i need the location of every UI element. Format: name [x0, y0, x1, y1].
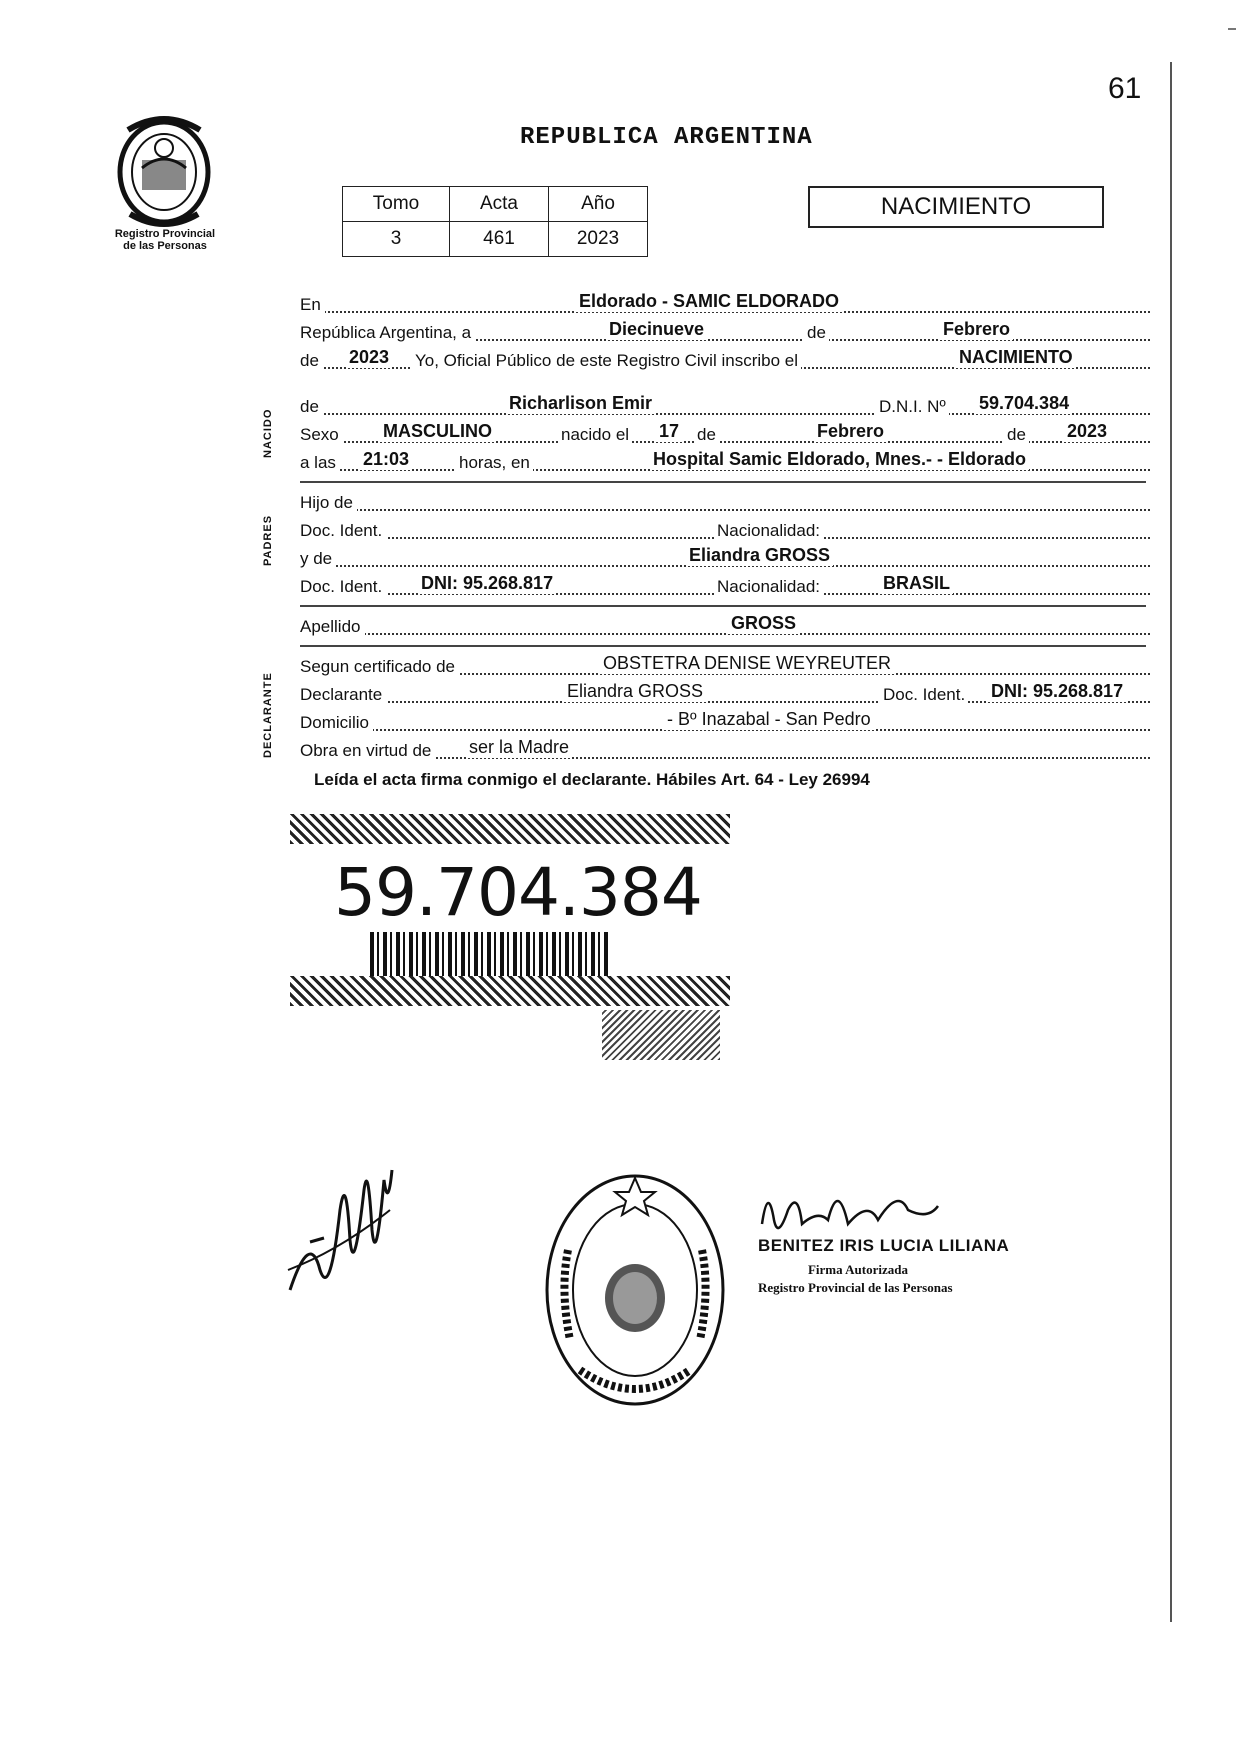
hora-value: 21:03 [360, 449, 412, 470]
madre-nacionalidad-value: BRASIL [880, 573, 953, 594]
declarante-value: Eliandra GROSS [564, 681, 706, 702]
id-number-block [290, 814, 730, 1048]
page-edge-rule [1170, 62, 1172, 1622]
certificado-label: Segun certificado de [300, 657, 459, 677]
sexo-value: MASCULINO [380, 421, 495, 442]
day-value: Diecinueve [606, 319, 707, 340]
birth-year-value: 2023 [1064, 421, 1110, 442]
official-seal-icon [540, 1170, 730, 1410]
line-en [300, 290, 1150, 318]
birth-month-value: Febrero [814, 421, 887, 442]
footer-note: Leída el acta firma conmigo el declarante. Hábiles Art. 64 - Ley 26994 [314, 770, 870, 789]
nacido-de-label: de [300, 397, 323, 417]
line-madre [300, 544, 1150, 572]
line-hijo [300, 488, 1150, 516]
official-title: Firma Autorizada [807, 1262, 908, 1277]
emblem-caption: Registro Provincial de las Personas [114, 228, 216, 252]
official-signature-block [758, 1180, 1018, 1296]
declarante-doc-label: Doc. Ident. [880, 685, 968, 705]
section-divider [300, 481, 1146, 483]
obra-value: ser la Madre [466, 737, 572, 758]
line-madre-doc [300, 572, 1150, 600]
madre-nacionalidad-label: Nacionalidad: [714, 577, 823, 597]
horas-label: horas, en [456, 453, 533, 473]
acta-value: 461 [450, 222, 549, 257]
certificado-value: OBSTETRA DENISE WEYREUTER [600, 653, 894, 674]
month-value: Febrero [940, 319, 1013, 340]
table-header-acta: Acta [450, 187, 549, 222]
child-name-value: Richarlison Emir [506, 393, 655, 414]
padre-nacionalidad-label: Nacionalidad: [714, 521, 823, 541]
sexo-label: Sexo [300, 425, 343, 445]
table-header-ano: Año [549, 187, 648, 222]
official-name: BENITEZ IRIS LUCIA LILIANA [758, 1236, 1010, 1255]
line-nacido-name [300, 392, 1150, 420]
section-divider [300, 645, 1146, 647]
table-header-tomo: Tomo [343, 187, 450, 222]
madre-value: Eliandra GROSS [686, 545, 833, 566]
security-stamp-icon [602, 1010, 720, 1060]
document-title: REPUBLICA ARGENTINA [520, 124, 813, 151]
birth-de-label-2: de [1004, 425, 1029, 445]
hijo-label: Hijo de [300, 493, 357, 513]
line-inscribe: de 2023 Yo, Oficial Público de este Registro Civil inscribo el NACIMIENTO [300, 346, 1150, 374]
official-signature-icon [758, 1180, 958, 1244]
place-value: Hospital Samic Eldorado, Mnes.- - Eldorado [650, 449, 1029, 470]
line-certificado [300, 652, 1150, 680]
dni-label: D.N.I. Nº [876, 397, 949, 417]
en-value: Eldorado - SAMIC ELDORADO [576, 291, 842, 312]
republica-label: República Argentina, a [300, 323, 475, 343]
table-header-row [343, 187, 648, 222]
barcode-icon [370, 932, 608, 978]
section-label-padres: PADRES [262, 514, 274, 566]
declarante-label: Declarante [300, 685, 386, 705]
ano-value: 2023 [549, 222, 648, 257]
birth-de-label: de [694, 425, 719, 445]
registrar-signature-icon [280, 1150, 430, 1300]
y-de-label: y de [300, 549, 336, 569]
inscribe-text: Yo, Oficial Público de este Registro Civil inscribo el [412, 351, 801, 371]
hora-label: a las [300, 453, 340, 473]
apellido-label: Apellido [300, 617, 365, 637]
registry-table [342, 186, 648, 257]
nacido-label: nacido el [558, 425, 632, 445]
table-row [343, 222, 648, 257]
apellido-value: GROSS [728, 613, 799, 634]
obra-label: Obra en virtud de [300, 741, 435, 761]
year-value: 2023 [346, 347, 392, 368]
line-obra [300, 736, 1150, 764]
declarante-doc-value: DNI: 95.268.817 [988, 681, 1126, 702]
line-republica [300, 318, 1150, 346]
line-domicilio [300, 708, 1150, 736]
dni-value: 59.704.384 [976, 393, 1072, 414]
domicilio-label: Domicilio [300, 713, 373, 733]
line-apellido [300, 612, 1150, 640]
madre-doc-label: Doc. Ident. [300, 577, 386, 597]
domicilio-value: - Bº Inazabal - San Pedro [664, 709, 874, 730]
padre-doc-label: Doc. Ident. [300, 521, 386, 541]
line-sexo [300, 420, 1150, 448]
en-label: En [300, 295, 325, 315]
section-label-declarante: DECLARANTE [262, 672, 274, 758]
corner-mark [1228, 28, 1236, 30]
official-office: Registro Provincial de las Personas [758, 1280, 953, 1295]
inscribe-value: NACIMIENTO [956, 347, 1076, 368]
tomo-value: 3 [343, 222, 450, 257]
security-band [290, 976, 730, 1006]
record-type-box: NACIMIENTO [808, 186, 1104, 228]
section-divider [300, 605, 1146, 607]
de-label: de [804, 323, 829, 343]
madre-doc-value: DNI: 95.268.817 [418, 573, 556, 594]
line-declarante [300, 680, 1150, 708]
province-emblem-icon [108, 110, 220, 230]
line-hora [300, 448, 1150, 476]
page-number: 61 [1108, 72, 1142, 105]
security-band [290, 814, 730, 844]
section-label-nacido: NACIDO [262, 408, 274, 458]
line-padre-doc [300, 516, 1150, 544]
birth-day-value: 17 [656, 421, 682, 442]
id-number: 59.704.384 [334, 854, 702, 931]
